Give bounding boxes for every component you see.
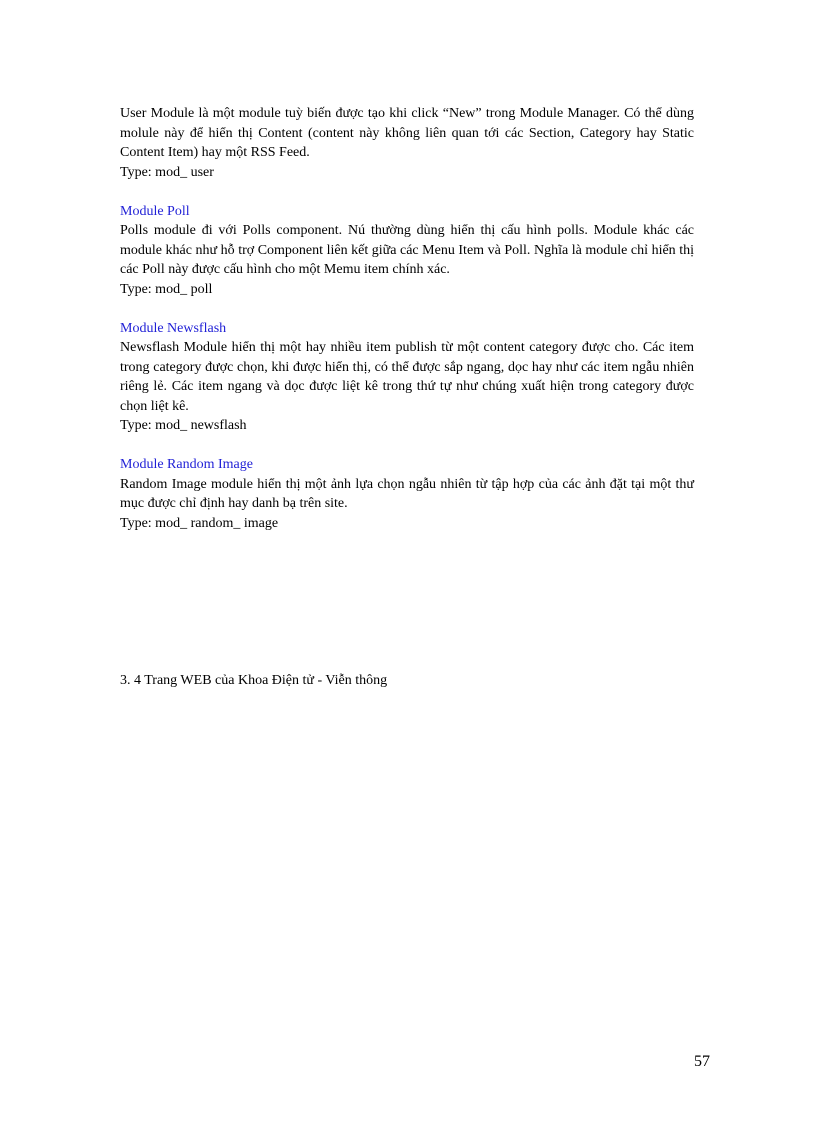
document-content [120, 104, 694, 553]
page-number: 57 [694, 1053, 710, 1070]
block-module-random-image [120, 455, 694, 533]
heading-module-random-image: Module Random Image [120, 457, 253, 472]
block-user-module [120, 104, 694, 182]
section-title: 3. 4 Trang WEB của Khoa Điện tử - Viễn thông [120, 673, 388, 688]
paragraph-user-module: User Module là một module tuỳ biến được tạo khi click “New” trong Module Manager. Có thể dùng molule này để hiển thị Content (content này không liên quan tới các Section, Category hay Static Content Item) hay một RSS Feed. [120, 106, 694, 160]
type-line-module-newsflash: Type: mod_ newsflash [120, 418, 247, 433]
heading-module-poll: Module Poll [120, 203, 190, 219]
block-module-newsflash [120, 319, 694, 436]
type-line-module-poll: Type: mod_ poll [120, 281, 213, 297]
heading-module-newsflash: Module Newsflash [120, 320, 227, 336]
paragraph-module-random-image: Random Image module hiển thị một ảnh lựa chọn ngẫu nhiên từ tập hợp của các ảnh đặt tại một thư mục được chỉ định hay danh bạ trên site. [120, 476, 694, 511]
type-line-user-module: Type: mod_ user [120, 164, 214, 180]
paragraph-module-poll: Polls module đi với Polls component. Nú thường dùng hiển thị cấu hình polls. Module khác các module khác như hỗ trợ Component liên kết giữa các Menu Item và Poll. Nghĩa là module chỉ hiển thị các Poll này được cấu hình cho một Memu item chính xác. [120, 223, 694, 277]
type-line-module-random-image: Type: mod_ random_ image [120, 515, 279, 531]
block-module-poll [120, 202, 694, 300]
paragraph-module-newsflash: Newsflash Module hiển thị một hay nhiều item publish từ một content category được cho. Các item trong category được chọn, khi được hiển thị, có thể được sắp ngang, dọc hay như các item ngẫu nhiên riêng lẻ. Các item ngang và dọc được liệt kê trong thứ tự như chúng xuất hiện trong category được chọn liệt kê. [120, 340, 694, 414]
